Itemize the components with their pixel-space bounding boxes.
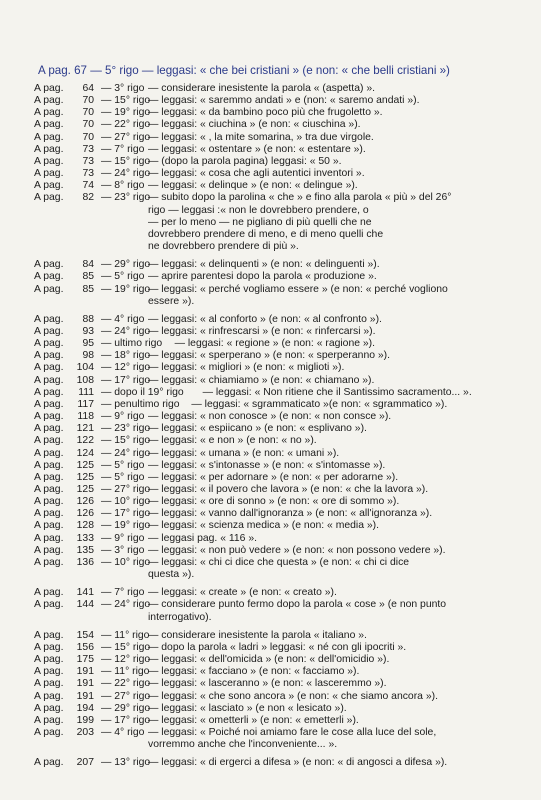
entry-correction [148, 326, 513, 338]
correction-line: vorremmo anche che l'inconveniente... ». [148, 739, 338, 751]
errata-entry [0, 83, 541, 95]
entry-prefix: A pag. [34, 271, 64, 283]
entry-correction [148, 545, 513, 557]
entry-line-ref: — 5° rigo [101, 459, 145, 471]
correction-line: questa »). [148, 569, 195, 581]
entry-page-number: 207 [76, 757, 94, 769]
errata-entry [0, 630, 541, 642]
entry-prefix: A pag. [34, 726, 64, 738]
entry-correction [148, 192, 513, 253]
entry-correction [203, 387, 513, 399]
correction-line: — leggasi: « umana » (e non: « umani »). [148, 447, 340, 459]
errata-entry [0, 107, 541, 119]
entry-prefix: A pag. [34, 107, 64, 119]
correction-line: essere »). [148, 295, 195, 307]
entry-prefix: A pag. [34, 155, 64, 167]
correction-line: — leggasi: « ometterli » (e non: « emetterli »). [148, 714, 359, 726]
correction-line: — leggasi: « non conosce » (e non: « non consce »). [148, 411, 392, 423]
entry-page-number: 93 [82, 325, 94, 337]
errata-entry [0, 545, 541, 557]
entry-line-ref: — ultimo rigo [101, 338, 163, 350]
entry-prefix: A pag. [34, 459, 64, 471]
correction-line: — considerare inesistente la parola « italiano ». [148, 629, 367, 641]
entry-line-ref: — 29° rigo [101, 259, 151, 271]
correction-line: dovrebbero prendere di meno, e di meno quelli che [148, 228, 384, 240]
entry-correction [148, 496, 513, 508]
entry-page-number: 154 [76, 629, 94, 641]
entry-page-number: 128 [76, 520, 94, 532]
entry-page-number: 73 [82, 168, 94, 180]
errata-entry [0, 460, 541, 472]
entry-line-ref: — 27° rigo [101, 690, 151, 702]
errata-entry [0, 271, 541, 283]
correction-line: — leggasi: « delinque » (e non: « delingue »). [148, 180, 358, 192]
entry-prefix: A pag. [34, 283, 64, 295]
entry-page-number: 203 [76, 726, 94, 738]
entry-page-number: 70 [82, 119, 94, 131]
correction-line: — leggasi: « Non ritiene che il Santissimo sacramento... ». [202, 386, 472, 398]
correction-line: — leggasi: « che sono ancora » (e non: « che siamo ancora »). [148, 690, 438, 702]
errata-entry [0, 95, 541, 107]
correction-line: — per lo meno — ne pigliano di più quelli che ne [148, 216, 372, 228]
entry-prefix: A pag. [34, 532, 64, 544]
entry-prefix: A pag. [34, 83, 64, 94]
entry-correction [148, 271, 513, 283]
errata-list [0, 83, 541, 769]
errata-entry [0, 284, 541, 308]
correction-line: — aprire parentesi dopo la parola « produzione ». [148, 271, 377, 283]
entry-prefix: A pag. [34, 398, 64, 410]
entry-page-number: 136 [76, 556, 94, 568]
entry-prefix: A pag. [34, 757, 64, 769]
entry-line-ref: — dopo il 19° rigo [101, 386, 184, 398]
errata-entry [0, 423, 541, 435]
entry-correction [148, 630, 513, 642]
entry-page-number: 108 [76, 374, 94, 386]
entry-prefix: A pag. [34, 95, 64, 107]
errata-entry [0, 691, 541, 703]
entry-correction [175, 338, 513, 350]
errata-entry [0, 599, 541, 623]
entry-correction [148, 156, 513, 168]
entry-prefix: A pag. [34, 435, 64, 447]
entry-line-ref: — 19° rigo [101, 107, 151, 119]
errata-entry [0, 144, 541, 156]
errata-entry [0, 727, 541, 751]
entry-page-number: 125 [76, 484, 94, 495]
entry-line-ref: — 27° rigo [101, 131, 151, 143]
errata-entry [0, 533, 541, 545]
entry-line-ref: — 3° rigo [101, 83, 145, 94]
errata-entry [0, 484, 541, 496]
entry-line-ref: — 9° rigo [101, 411, 145, 423]
errata-entry [0, 411, 541, 423]
entry-correction [148, 727, 513, 751]
entry-line-ref: — 13° rigo [101, 757, 151, 769]
entry-prefix: A pag. [34, 471, 64, 483]
entry-line-ref: — 11° rigo [101, 666, 150, 678]
errata-entry [0, 168, 541, 180]
correction-line: — leggasi: « facciano » (e non: « facciamo »). [148, 666, 360, 678]
correction-line: — leggasi: « chi ci dice che questa » (e non: « chi ci dice [148, 556, 410, 568]
errata-entry [0, 435, 541, 447]
entry-line-ref: — 10° rigo [101, 556, 151, 568]
errata-entry [0, 387, 541, 399]
entry-correction [148, 350, 513, 362]
entry-line-ref: — 10° rigo [101, 496, 151, 508]
entry-prefix: A pag. [34, 714, 64, 726]
entry-correction [148, 375, 513, 387]
entry-correction [148, 83, 513, 95]
correction-line: — leggasi: « non può vedere » (e non: « non possono vedere »). [148, 544, 446, 556]
entry-prefix: A pag. [34, 338, 64, 350]
entry-line-ref: — 17° rigo [101, 374, 151, 386]
entry-correction [148, 448, 513, 460]
entry-page-number: 126 [76, 508, 94, 520]
entry-page-number: 194 [76, 702, 94, 714]
entry-prefix: A pag. [34, 496, 64, 508]
entry-correction [148, 520, 513, 532]
entry-prefix: A pag. [34, 556, 64, 568]
entry-prefix: A pag. [34, 544, 64, 556]
entry-line-ref: — 29° rigo [101, 702, 151, 714]
entry-correction [148, 144, 513, 156]
errata-entry [0, 132, 541, 144]
entry-page-number: 191 [76, 678, 94, 690]
entry-correction [148, 691, 513, 703]
entry-page-number: 74 [82, 180, 94, 192]
entry-page-number: 104 [76, 362, 94, 374]
entry-prefix: A pag. [34, 641, 64, 653]
entry-line-ref: — 24° rigo [101, 168, 151, 180]
correction-line: — leggasi: « create » (e non: « creato »). [148, 587, 337, 599]
entry-correction [148, 654, 513, 666]
entry-page-number: 124 [76, 447, 94, 459]
errata-entry [0, 180, 541, 192]
entry-page-number: 117 [77, 398, 94, 410]
entry-page-number: 125 [76, 459, 94, 471]
entry-correction [148, 411, 513, 423]
errata-entry [0, 587, 541, 599]
entry-page-number: 144 [76, 599, 94, 611]
errata-entry [0, 192, 541, 253]
correction-line: — subito dopo la parolina « che » e fino alla parola « più » del 26° [148, 192, 452, 204]
errata-entry [0, 314, 541, 326]
entry-page-number: 118 [77, 411, 94, 423]
entry-prefix: A pag. [34, 386, 64, 398]
entry-prefix: A pag. [34, 690, 64, 702]
entry-page-number: 98 [82, 350, 94, 362]
correction-line: — leggasi: « delinquenti » (e non: « delinguenti »). [148, 259, 380, 271]
errata-entry [0, 508, 541, 520]
entry-prefix: A pag. [34, 702, 64, 714]
errata-entry [0, 654, 541, 666]
correction-line: — leggasi: « vanno dall'ignoranza » (e non: « all'ignoranza »). [148, 508, 433, 520]
entry-line-ref: — 15° rigo [101, 95, 151, 107]
page-header: A pag. 67 — 5° rigo — leggasi: « che bei cristiani » (e non: « che belli cristiani ») [38, 64, 450, 77]
entry-correction [148, 715, 513, 727]
entry-correction [148, 259, 513, 271]
entry-prefix: A pag. [34, 192, 64, 204]
entry-page-number: 95 [82, 338, 94, 350]
errata-entry [0, 119, 541, 131]
correction-line: — leggasi: « rinfrescarsi » (e non: « rinfercarsi »). [148, 325, 376, 337]
entry-prefix: A pag. [34, 362, 64, 374]
entry-page-number: 82 [82, 192, 94, 204]
entry-page-number: 126 [76, 496, 94, 508]
entry-line-ref: — 7° rigo [101, 587, 145, 599]
entry-correction [148, 557, 513, 581]
correction-line: — leggasi: « ore di sonno » (e non: « ore di sommo »). [148, 496, 400, 508]
entry-line-ref: — 15° rigo [101, 641, 151, 653]
entry-page-number: 64 [82, 83, 94, 94]
entry-prefix: A pag. [34, 520, 64, 532]
correction-line: — leggasi: « di ergerci a difesa » (e non: « di angosci a difesa »). [148, 757, 448, 769]
entry-correction [148, 107, 513, 119]
entry-prefix: A pag. [34, 678, 64, 690]
correction-line: — considerare inesistente la parola « (aspetta) ». [148, 83, 375, 94]
errata-entry [0, 715, 541, 727]
correction-line: — leggasi: « ostentare » (e non: « estentare »). [148, 143, 366, 155]
entry-correction [148, 508, 513, 520]
entry-line-ref: — 24° rigo [101, 325, 151, 337]
entry-line-ref: — 5° rigo [101, 271, 145, 283]
errata-entry [0, 350, 541, 362]
entry-page-number: 111 [78, 386, 94, 398]
entry-prefix: A pag. [34, 325, 64, 337]
entry-correction [148, 119, 513, 131]
errata-entry [0, 757, 541, 769]
correction-line: — leggasi: « e non » (e non: « no »). [148, 435, 317, 447]
errata-entry [0, 496, 541, 508]
entry-line-ref: — 9° rigo [101, 532, 145, 544]
entry-correction [148, 703, 513, 715]
entry-line-ref: — 11° rigo [101, 629, 150, 641]
entry-correction [148, 95, 513, 107]
entry-line-ref: — 4° rigo [101, 313, 145, 325]
correction-line: — leggasi: « regione » (e non: « ragione »). [174, 338, 376, 350]
entry-line-ref: — 3° rigo [101, 544, 145, 556]
correction-line: — dopo la parola « ladri » leggasi: « né con gli ipocriti ». [148, 641, 407, 653]
errata-entry [0, 642, 541, 654]
entry-correction [148, 423, 513, 435]
entry-correction [148, 666, 513, 678]
entry-correction [148, 314, 513, 326]
entry-line-ref: — 15° rigo [101, 155, 151, 167]
entry-page-number: 73 [82, 155, 94, 167]
entry-line-ref: — 18° rigo [101, 350, 151, 362]
entry-prefix: A pag. [34, 411, 64, 423]
entry-correction [148, 757, 513, 769]
entry-prefix: A pag. [34, 259, 64, 271]
entry-line-ref: — 12° rigo [101, 654, 151, 666]
correction-line: — leggasi: « Poiché noi amiamo fare le cose alla luce del sole, [148, 726, 437, 738]
correction-line: — leggasi: « ciuchina » (e non: « ciuschina »). [148, 119, 361, 131]
entry-line-ref: — 22° rigo [101, 119, 151, 131]
correction-line: — leggasi: « espiicano » (e non: « esplivano »). [148, 423, 367, 435]
entry-prefix: A pag. [34, 119, 64, 131]
entry-line-ref: — 19° rigo [101, 520, 151, 532]
entry-line-ref: — 17° rigo [101, 714, 151, 726]
entry-prefix: A pag. [34, 629, 64, 641]
entry-correction [148, 642, 513, 654]
entry-line-ref: — 4° rigo [101, 726, 145, 738]
entry-correction [148, 180, 513, 192]
entry-correction [148, 168, 513, 180]
entry-correction [148, 599, 513, 623]
correction-line: interrogativo). [148, 611, 212, 623]
errata-entry [0, 448, 541, 460]
entry-line-ref: — 23° rigo [101, 423, 151, 435]
entry-prefix: A pag. [34, 313, 64, 325]
entry-page-number: 191 [76, 690, 94, 702]
entry-page-number: 88 [82, 313, 94, 325]
entry-prefix: A pag. [34, 654, 64, 666]
entry-correction [148, 533, 513, 545]
entry-prefix: A pag. [34, 508, 64, 520]
correction-line: — leggasi: « lasciato » (e non « lesicato »). [148, 702, 347, 714]
entry-prefix: A pag. [34, 447, 64, 459]
entry-line-ref: — 15° rigo [101, 435, 151, 447]
entry-line-ref: — 5° rigo [101, 471, 145, 483]
entry-prefix: A pag. [34, 168, 64, 180]
correction-line: — leggasi: « , la mite somarina, » tra due virgole. [148, 131, 374, 143]
entry-correction [148, 678, 513, 690]
entry-correction [148, 362, 513, 374]
errata-entry [0, 557, 541, 581]
entry-page-number: 121 [76, 423, 94, 435]
errata-entry [0, 156, 541, 168]
entry-line-ref: — 27° rigo [101, 484, 151, 495]
entry-line-ref: — 23° rigo [101, 192, 151, 204]
entry-prefix: A pag. [34, 484, 64, 495]
errata-entry [0, 338, 541, 350]
entry-page-number: 141 [76, 587, 94, 599]
entry-page-number: 70 [82, 131, 94, 143]
correction-line: — leggasi: « lasceranno » (e non: « lasceremmo »). [148, 678, 387, 690]
errata-entry [0, 259, 541, 271]
correction-line: — considerare punto fermo dopo la parola « cose » (e non punto [148, 599, 447, 611]
entry-correction [148, 284, 513, 308]
errata-entry [0, 399, 541, 411]
entry-page-number: 85 [82, 271, 94, 283]
entry-correction [148, 435, 513, 447]
correction-line: — leggasi: « per adornare » (e non: « per adorarne »). [148, 471, 399, 483]
correction-line: ne dovrebbero prendere di più ». [148, 241, 299, 253]
correction-line: — leggasi: « sperperano » (e non: « sperperanno »). [148, 350, 391, 362]
entry-line-ref: — 24° rigo [101, 447, 151, 459]
entry-correction [148, 132, 513, 144]
entry-prefix: A pag. [34, 350, 64, 362]
entry-page-number: 125 [76, 471, 94, 483]
entry-prefix: A pag. [34, 587, 64, 599]
correction-line: — leggasi: « sgrammaticato »(e non: « sgrammatico »). [191, 398, 448, 410]
entry-line-ref: — 8° rigo [101, 180, 145, 192]
entry-page-number: 175 [76, 654, 94, 666]
entry-line-ref: — 22° rigo [101, 678, 151, 690]
entry-prefix: A pag. [34, 143, 64, 155]
correction-line: — leggasi: « il povero che lavora » (e non: « che la lavora »). [148, 484, 429, 495]
errata-entry [0, 375, 541, 387]
errata-entry [0, 472, 541, 484]
entry-prefix: A pag. [34, 180, 64, 192]
errata-entry [0, 703, 541, 715]
correction-line: — leggasi: « da bambino poco più che frugoletto ». [148, 107, 383, 119]
entry-page-number: 199 [76, 714, 94, 726]
entry-page-number: 135 [76, 544, 94, 556]
entry-page-number: 70 [82, 95, 94, 107]
correction-line: — leggasi: « scienza medica » (e non: « media »). [148, 520, 380, 532]
entry-page-number: 84 [82, 259, 94, 271]
correction-line: — leggasi: « migliori » (e non: « miglioti »). [148, 362, 345, 374]
correction-line: — leggasi: « s'intonasse » (e non: « s'intomasse »). [148, 459, 386, 471]
errata-entry [0, 326, 541, 338]
correction-line: — leggasi pag. « 116 ». [148, 532, 257, 544]
errata-entry [0, 678, 541, 690]
entry-prefix: A pag. [34, 374, 64, 386]
entry-page-number: 85 [82, 283, 94, 295]
errata-entry [0, 666, 541, 678]
correction-line: — leggasi: « saremmo andati » e (non: « saremo andati »). [148, 95, 420, 107]
entry-page-number: 191 [76, 666, 94, 678]
entry-correction [191, 399, 513, 411]
correction-line: rigo — leggasi :« non le dovrebbero prendere, o [148, 204, 369, 216]
entry-prefix: A pag. [34, 131, 64, 143]
errata-entry [0, 520, 541, 532]
correction-line: — leggasi: « al conforto » (e non: « al confronto »). [148, 313, 382, 325]
correction-line: — leggasi: « perché vogliamo essere » (e non: « perché vogliono [148, 283, 448, 295]
entry-page-number: 122 [76, 435, 94, 447]
errata-entry [0, 362, 541, 374]
entry-correction [148, 472, 513, 484]
entry-line-ref: — 12° rigo [101, 362, 151, 374]
entry-line-ref: — 24° rigo [101, 599, 151, 611]
entry-page-number: 70 [82, 107, 94, 119]
entry-prefix: A pag. [34, 599, 64, 611]
entry-page-number: 133 [76, 532, 94, 544]
entry-prefix: A pag. [34, 423, 64, 435]
entry-page-number: 156 [76, 641, 94, 653]
entry-correction [148, 587, 513, 599]
correction-line: — leggasi: « dell'omicida » (e non: « dell'omicidio »). [148, 654, 390, 666]
entry-line-ref: — 17° rigo [101, 508, 151, 520]
entry-correction [148, 484, 513, 496]
entry-page-number: 73 [82, 143, 94, 155]
entry-line-ref: — 19° rigo [101, 283, 151, 295]
entry-line-ref: — penultimo rigo [101, 398, 180, 410]
correction-line: — (dopo la parola pagina) leggasi: « 50 ». [148, 155, 342, 167]
correction-line: — leggasi: « cosa che agli autentici inventori ». [148, 168, 365, 180]
correction-line: — leggasi: « chiamiamo » (e non: « chiamano »). [148, 374, 375, 386]
entry-correction [148, 460, 513, 472]
entry-prefix: A pag. [34, 666, 64, 678]
entry-line-ref: — 7° rigo [101, 143, 145, 155]
